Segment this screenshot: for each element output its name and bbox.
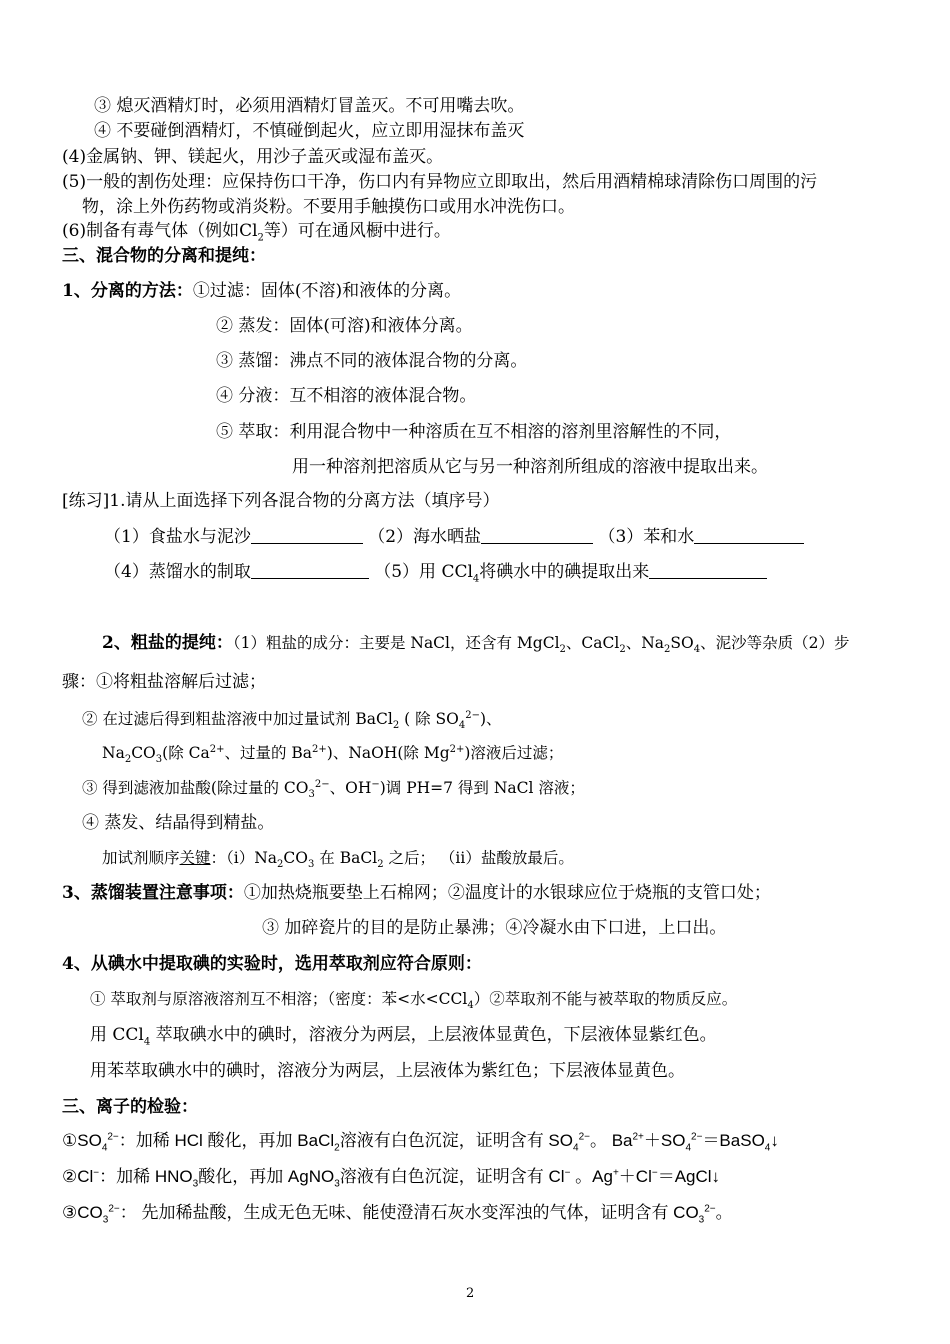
line-cut-handling-cont: 物，涂上外伤药物或消炎粉。不要用手触摸伤口或用水冲洗伤口。 — [82, 197, 575, 217]
line-distillation-cont: ③ 加碎瓷片的目的是防止暴沸；④冷凝水由下口进，上口出。 — [262, 918, 727, 938]
line-cut-handling: (5)一般的割伤处理：应保持伤口干净，伤口内有异物应立即取出，然后用酒精棉球清除伤口周围的污 — [62, 172, 818, 192]
line-extractant-rule: ① 萃取剂与原溶液溶剂互不相溶；（密度：苯<水<CCl$_4$）②萃取剂不能与被萃取的物质反应。 — [90, 990, 738, 1012]
section-heading-separation: 三、混合物的分离和提纯： — [62, 246, 266, 266]
line-alcohol-lamp-3: ③ 熄灭酒精灯时，必须用酒精灯冒盖灭。不可用嘴去吹。 — [94, 96, 525, 116]
line-carbonate-test: $③CO_3^{2-}$： 先加稀盐酸，生成无色无味、能使澄清石灰水变浑浊的气体，证明含有 $CO_3^{2-}$。 — [62, 1203, 733, 1226]
line-reagent-order: 加试剂顺序关键：$(ⅰ)Na_2CO_3$ 在 BaCl$_2$ 之后； （ⅱ）盐酸放最后。 — [102, 849, 574, 871]
line-ccl4-extraction: 用 CCl$_4$ 萃取碘水中的碘时，溶液分为两层，上层液体显黄色，下层液体显紫红色。 — [90, 1025, 717, 1048]
line-crude-salt-step3: ③ 得到滤液加盐酸(除过量的 $CO_3^{2-}$、OH−)调 PH=7 得到 NaCl 溶液； — [82, 778, 585, 801]
line-method-filter: 1、分离的方法：①过滤：固体(不溶)和液体的分离。 — [62, 281, 462, 301]
answer-blank-2[interactable] — [481, 527, 593, 544]
line-crude-salt-step4: ④ 蒸发、结晶得到精盐。 — [82, 813, 275, 833]
line-method-distill: ③ 蒸馏：沸点不同的液体混合物的分离。 — [216, 351, 528, 371]
page-number: 2 — [466, 1286, 475, 1301]
line-crude-salt-step1: 骤：①将粗盐溶解后过滤； — [62, 672, 266, 692]
line-chloride-test: ②Cl−：加稀 $HNO_3$酸化，再加 AgNO$_3$溶液有白色沉淀，证明含有 Cl− 。Ag+＋Cl−＝AgCl↓ — [62, 1167, 721, 1190]
line-sulfate-test: $①SO_4^{2-}$：加稀 HCl 酸化，再加 BaCl$_2$溶液有白色沉淀，证明含有 $SO_4^{2-}$。 $Ba^{2+}+SO_4^{2-}=BaSO_4↓$ — [62, 1131, 779, 1154]
answer-blank-5[interactable] — [649, 562, 767, 579]
line-method-extract: ⑤ 萃取：利用混合物中一种溶质在互不相溶的溶剂里溶解性的不同， — [216, 422, 732, 442]
line-method-separate: ④ 分液：互不相溶的液体混合物。 — [216, 386, 477, 406]
section-heading-ion-test: 三、离子的检验： — [62, 1097, 198, 1117]
line-method-extract-cont: 用一种溶剂把溶质从它与另一种溶剂所组成的溶液中提取出来。 — [292, 457, 768, 477]
line-metal-fire: (4)金属钠、钾、镁起火，用沙子盖灭或湿布盖灭。 — [62, 147, 444, 167]
exercise-row-1: （1）食盐水与泥沙 （2）海水晒盐 （3）苯和水 — [104, 526, 804, 548]
exercise-row-2: （4）蒸馏水的制取 （5）用 CCl$_4$将碘水中的碘提取出来 — [104, 561, 767, 583]
line-crude-salt: 2、粗盐的提纯：（1）粗盐的成分：主要是 NaCl，还含有 MgCl$_2$、CaCl$_2$、$Na_2SO_4$、泥沙等杂质（2）步 — [102, 633, 850, 656]
line-toxic-gas: (6)制备有毒气体（例如$Cl_2$等）可在通风橱中进行。 — [62, 221, 451, 244]
line-crude-salt-reagents: $Na_2CO_3$(除 $Ca^{2+}$、过量的 $Ba^{2+}$)、NaOH(除 $Mg^{2+}$)溶液后过滤； — [102, 743, 564, 766]
answer-blank-1[interactable] — [251, 527, 363, 544]
answer-blank-4[interactable] — [251, 562, 369, 579]
line-method-evaporate: ② 蒸发：固体(可溶)和液体分离。 — [216, 316, 473, 336]
answer-blank-3[interactable] — [694, 527, 804, 544]
exercise-heading: [练习]1.请从上面选择下列各混合物的分离方法（填序号） — [62, 491, 500, 511]
line-benzene-extraction: 用苯萃取碘水中的碘时，溶液分为两层，上层液体为紫红色；下层液体显黄色。 — [90, 1061, 685, 1081]
line-iodine-extraction-heading: 4、从碘水中提取碘的实验时，选用萃取剂应符合原则： — [62, 954, 482, 974]
line-alcohol-lamp-4: ④ 不要碰倒酒精灯，不慎碰倒起火，应立即用湿抹布盖灭 — [94, 121, 525, 141]
line-distillation: 3、蒸馏装置注意事项：①加热烧瓶要垫上石棉网；②温度计的水银球应位于烧瓶的支管口处； — [62, 883, 771, 903]
line-crude-salt-step2: ② 在过滤后得到粗盐溶液中加过量试剂 BaCl$_2$ ( 除 $SO_4^{2-}$)、 — [82, 709, 502, 732]
